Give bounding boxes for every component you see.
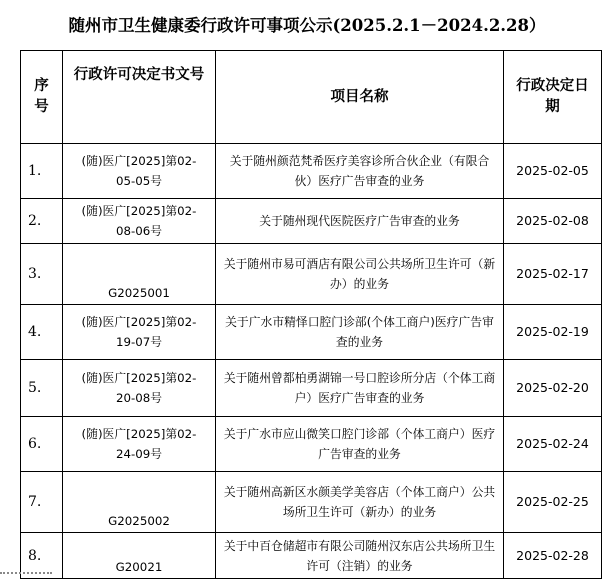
row-doc: (随)医广[2025]第02-19-07号: [63, 305, 216, 360]
row-name: 关于广水市精怿口腔门诊部(个体工商户)医疗广告审查的业务: [216, 305, 504, 360]
row-name: 关于随州曾都柏勇湖锦一号口腔诊所分店（个体工商户）医疗广告审查的业务: [216, 360, 504, 417]
row-name: 关于随州高新区水颜美学美容店（个体工商户）公共场所卫生许可（新办）的业务: [216, 472, 504, 533]
row-name: 关于随州现代医院医疗广告审查的业务: [216, 199, 504, 244]
row-name: 关于广水市应山微笑口腔门诊部（个体工商户）医疗广告审查的业务: [216, 417, 504, 472]
header-doc: 行政许可决定书文号: [63, 51, 216, 144]
row-no: 8.: [21, 533, 63, 579]
row-no: 4.: [21, 305, 63, 360]
row-doc: G2025002: [63, 472, 216, 533]
header-no: 序号: [21, 51, 63, 144]
header-row: [21, 51, 602, 144]
header-date: 行政决定日期: [504, 51, 602, 144]
page-edge-marker: [0, 568, 52, 574]
table-row: [21, 199, 602, 244]
permit-table: [20, 50, 602, 579]
table-row: [21, 472, 602, 533]
row-name: 关于中百仓储超市有限公司随州汉东店公共场所卫生许可（注销）的业务: [216, 533, 504, 579]
row-date: 2025-02-19: [504, 305, 602, 360]
table-row: [21, 144, 602, 199]
row-date: 2025-02-28: [504, 533, 602, 579]
row-no: 3.: [21, 244, 63, 305]
table-row: [21, 533, 602, 579]
row-doc: (随)医广[2025]第02-08-06号: [63, 199, 216, 244]
table-row: [21, 305, 602, 360]
table-row: [21, 360, 602, 417]
row-date: 2025-02-25: [504, 472, 602, 533]
table-row: [21, 417, 602, 472]
page-title: 随州市卫生健康委行政许可事项公示(2025.2.1－2024.2.28）: [68, 16, 546, 35]
row-no: 6.: [21, 417, 63, 472]
row-date: 2025-02-24: [504, 417, 602, 472]
row-name: 关于随州颜范梵希医疗美容诊所合伙企业（有限合伙）医疗广告审查的业务: [216, 144, 504, 199]
row-doc: (随)医广[2025]第02-20-08号: [63, 360, 216, 417]
row-doc: (随)医广[2025]第02-24-09号: [63, 417, 216, 472]
row-date: 2025-02-05: [504, 144, 602, 199]
row-no: 7.: [21, 472, 63, 533]
header-name: 项目名称: [216, 51, 504, 144]
table-row: [21, 244, 602, 305]
row-date: 2025-02-08: [504, 199, 602, 244]
row-date: 2025-02-20: [504, 360, 602, 417]
row-doc: (随)医广[2025]第02-05-05号: [63, 144, 216, 199]
row-no: 1.: [21, 144, 63, 199]
row-name: 关于随州市易可酒店有限公司公共场所卫生许可（新办）的业务: [216, 244, 504, 305]
row-date: 2025-02-17: [504, 244, 602, 305]
row-doc: G20021: [63, 533, 216, 579]
row-no: 5.: [21, 360, 63, 417]
row-no: 2.: [21, 199, 63, 244]
row-doc: G2025001: [63, 244, 216, 305]
